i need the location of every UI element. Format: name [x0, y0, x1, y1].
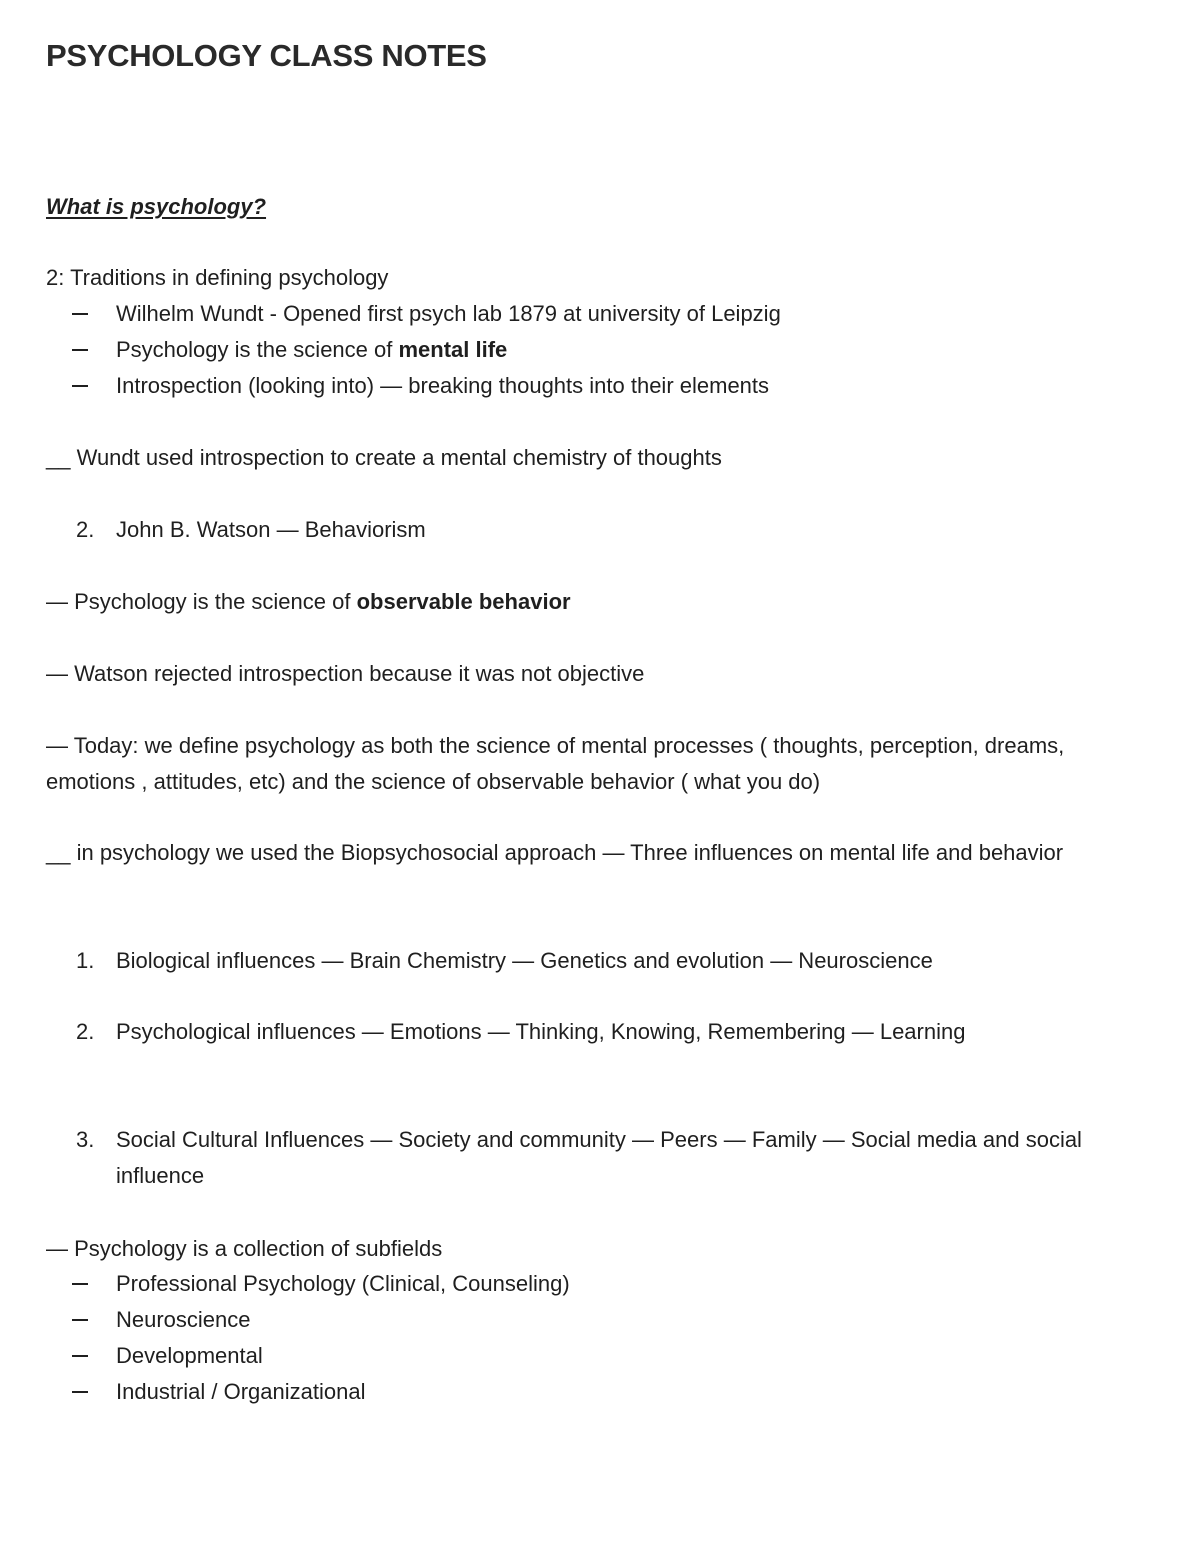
- list-number: 2.: [76, 517, 95, 542]
- list-item-text: Psychology is the science of: [116, 337, 399, 362]
- section-heading: What is psychology?: [46, 194, 267, 219]
- list-item: [116, 332, 507, 368]
- list-item: Neuroscience: [116, 1307, 251, 1332]
- list-number: 1.: [76, 948, 95, 973]
- watson-item: John B. Watson — Behaviorism: [116, 517, 426, 542]
- observable-note: [46, 584, 571, 620]
- list-item: Wilhelm Wundt - Opened first psych lab 1879 at university of Leipzig: [116, 301, 781, 326]
- traditions-intro: 2: Traditions in defining psychology: [46, 265, 389, 290]
- wundt-note: __ Wundt used introspection to create a mental chemistry of thoughts: [46, 445, 722, 470]
- list-number: 3.: [76, 1127, 95, 1152]
- list-item: Introspection (looking into) — breaking thoughts into their elements: [116, 373, 770, 398]
- list-item: Developmental: [116, 1343, 263, 1368]
- list-item: Social Cultural Influences — Society and community — Peers — Family — Social media and social influence: [116, 1127, 1082, 1188]
- page-title: PSYCHOLOGY CLASS NOTES: [46, 38, 487, 73]
- observable-prefix: — Psychology is the science of: [46, 589, 357, 614]
- emphasis-text: mental life: [398, 337, 508, 362]
- list-item: Professional Psychology (Clinical, Counseling): [116, 1271, 570, 1296]
- subfields-intro: — Psychology is a collection of subfields: [46, 1236, 443, 1261]
- list-number: 2.: [76, 1019, 95, 1044]
- biopsych-note: __ in psychology we used the Biopsychosocial approach — Three influences on mental life and behavior: [46, 840, 1064, 865]
- emphasis-text: observable behavior: [356, 589, 571, 614]
- today-note: — Today: we define psychology as both the science of mental processes ( thoughts, perception, dreams, emotions , attitudes, etc) and the science of observable behavior ( what you do): [46, 733, 1065, 794]
- list-item: Industrial / Organizational: [116, 1379, 366, 1404]
- watson-reject-note: — Watson rejected introspection because it was not objective: [46, 661, 645, 686]
- list-item: Biological influences — Brain Chemistry — Genetics and evolution — Neuroscience: [116, 948, 933, 973]
- list-item: Psychological influences — Emotions — Thinking, Knowing, Remembering — Learning: [116, 1019, 966, 1044]
